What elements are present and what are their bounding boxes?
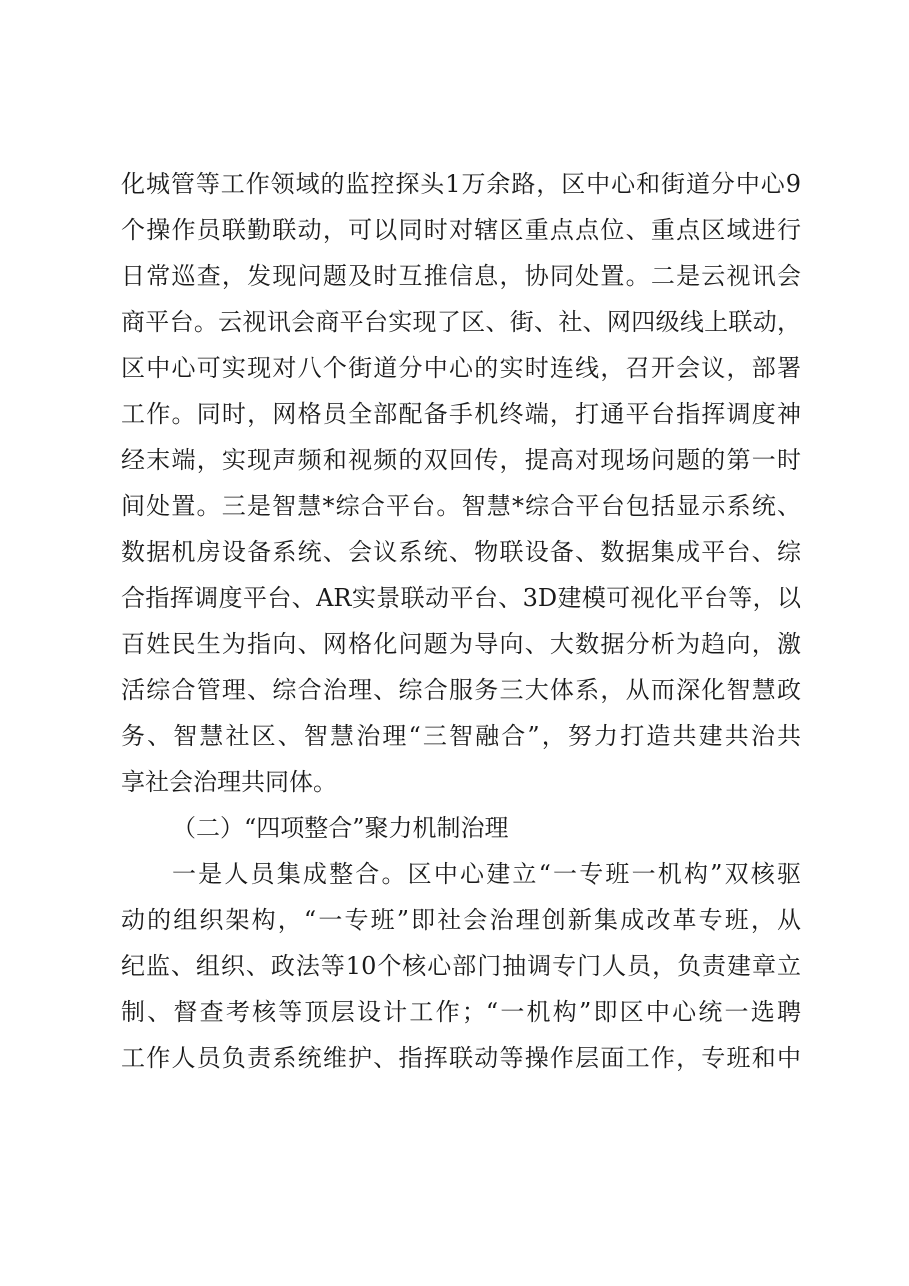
body-text-line: 日常巡查，发现问题及时互推信息，协同处置。二是云视讯会 — [121, 262, 801, 290]
body-text-line: 纪监、组织、政法等10个核心部门抽调专门人员，负责建章立 — [121, 952, 801, 980]
body-text-line: 工作人员负责系统维护、指挥联动等操作层面工作，专班和中 — [121, 1044, 801, 1072]
body-text-line: 工作。同时，网格员全部配备手机终端，打通平台指挥调度神 — [121, 400, 801, 428]
body-text-line: 百姓民生为指向、网格化问题为导向、大数据分析为趋向，激 — [121, 630, 801, 658]
body-text-line: 间处置。三是智慧*综合平台。智慧*综合平台包括显示系统、 — [121, 492, 801, 520]
body-text-line: 动的组织架构，“一专班”即社会治理创新集成改革专班，从 — [121, 906, 801, 934]
section-heading: （二）“四项整合”聚力机制治理 — [172, 814, 509, 842]
body-text-line: 务、智慧社区、智慧治理“三智融合”，努力打造共建共治共 — [121, 722, 801, 750]
body-text-line: 区中心可实现对八个街道分中心的实时连线，召开会议，部署 — [121, 354, 801, 382]
body-text-line: 一是人员集成整合。区中心建立“一专班一机构”双核驱 — [172, 860, 801, 888]
body-text-line: 个操作员联勤联动，可以同时对辖区重点点位、重点区域进行 — [121, 216, 801, 244]
body-text-line: 活综合管理、综合治理、综合服务三大体系，从而深化智慧政 — [121, 676, 801, 704]
body-text-line: 经末端，实现声频和视频的双回传，提高对现场问题的第一时 — [121, 446, 801, 474]
body-text-line: 制、督查考核等顶层设计工作；“一机构”即区中心统一选聘 — [121, 998, 801, 1026]
body-text-line: 化城管等工作领域的监控探头1万余路，区中心和街道分中心9 — [121, 170, 801, 198]
body-text-line: 数据机房设备系统、会议系统、物联设备、数据集成平台、综 — [121, 538, 801, 566]
body-text-line: 合指挥调度平台、AR实景联动平台、3D建模可视化平台等，以 — [121, 584, 801, 612]
body-text-line: 商平台。云视讯会商平台实现了区、街、社、网四级线上联动， — [121, 308, 801, 336]
body-text-line: 享社会治理共同体。 — [121, 768, 337, 796]
